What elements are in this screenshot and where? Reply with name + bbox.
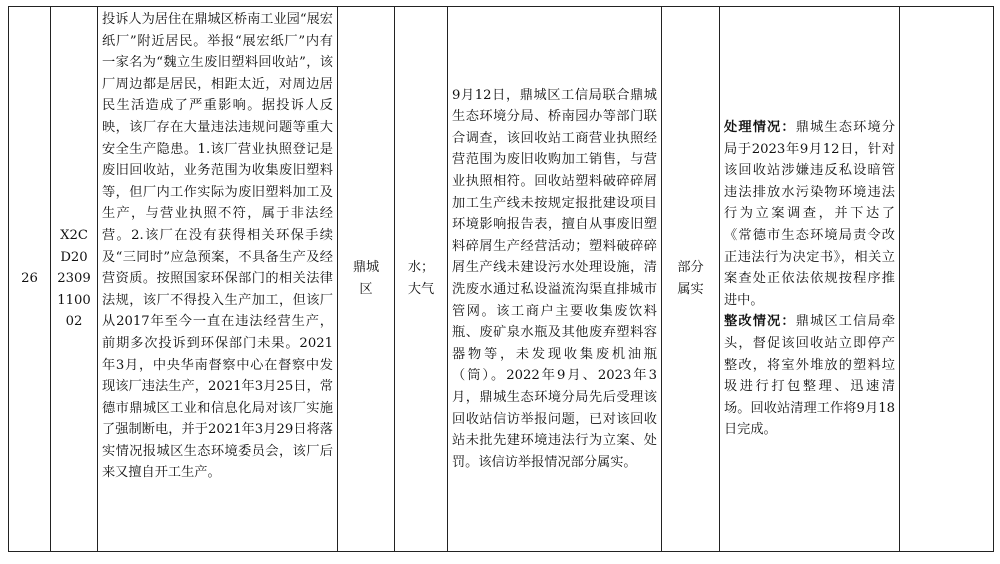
- rectify-paragraph: [724, 311, 895, 441]
- pollution-type-cell: [395, 7, 448, 552]
- handling-paragraph: [724, 117, 895, 311]
- verdict-line: 部分: [677, 260, 704, 276]
- investigation-cell: [448, 7, 662, 552]
- verdict-cell: [662, 7, 720, 552]
- investigation-result: 9月12日，鼎城区工信局联合鼎城生态环境分局、桥南园办等部门联合调查，该回收站工商营业执照经营范围为废旧收购加工销售，与营业执照相符。回收站塑料破碎碎屑加工生产线未按规定报批建设项目环境影响报告表，擅自从事废旧塑料碎屑生产经营活动；塑料破碎碎屑生产线未建设污水处理设施，清洗废水通过私设溢流沟渠直排城市管网。该工商户主要收集废饮料瓶、废矿泉水瓶及其他废弃塑料容器物等，未发现收集废机油瓶（筒）。2022年9月、2023年3月，鼎城生态环境分局先后受理该回收站信访举报问题，已对该回收站未批先建环境违法行为立案、处罚。该信访举报情况部分属实。: [452, 87, 657, 470]
- case-code-line: X2C: [60, 228, 88, 244]
- pollution-type-line: 水；: [407, 260, 435, 276]
- handling-cell: [720, 7, 900, 552]
- row-number-cell: [9, 7, 51, 552]
- pollution-type-line: 大气: [407, 282, 435, 297]
- remark-cell: [900, 7, 994, 552]
- handling-label: 处理情况：: [724, 120, 796, 136]
- complaint-table: [8, 6, 994, 552]
- table-row: [9, 7, 994, 552]
- complaint-content-cell: [98, 7, 338, 552]
- verdict-line: 属实: [677, 282, 704, 297]
- case-code-line: 02: [65, 314, 83, 330]
- rectify-text: 鼎城区工信局牵头，督促该回收站立即停产整改，将室外堆放的塑料垃圾进行打包整理、迅速清场。回收站清理工作将9月18日完成。: [724, 314, 896, 438]
- case-code-line: 2309: [57, 271, 91, 287]
- case-code-line: D20: [60, 249, 88, 265]
- row-number: 26: [21, 271, 38, 287]
- district: 鼎城区: [352, 260, 380, 297]
- handling-text: 鼎城生态环境分局于2023年9月12日，针对该回收站涉嫌违反私设暗管违法排放水污染物环境违法行为立案调查，并下达了《常德市生态环境局责令改正违法行为决定书》，相关立案查处正依法依规按程序推进中。: [724, 120, 896, 308]
- complaint-content: 投诉人为居住在鼎城区桥南工业园“展宏纸厂”附近居民。举报“展宏纸厂”内有一家名为“魏立生废旧塑料回收站”，该厂周边都是居民，相距太近，对周边居民生活造成了严重影响。据投诉人反映，该厂存在大量违法违规问题等重大安全生产隐患。1.该厂营业执照登记是废旧回收站，业务范围为收集废旧塑料等，但厂内工作实际为废旧塑料加工及生产，与营业执照不符，属于非法经营。2.该厂在没有获得相关环保手续及“三同时”应急预案，不具备生产及经营资质。按照国家环保部门的相关法律法规，该厂不得投入生产加工，但该厂从2017年至今一直在违法经营生产，前期多次投诉到环保部门未果。2021年3月，中央华南督察中心在督察中发现该厂违法生产，2021年3月25日，常德市鼎城区工业和信息化局对该厂实施了强制断电，并于2021年3月29日将落实情况报城区生态环境委员会，该厂后来又擅自开工生产。: [102, 12, 333, 481]
- case-code-cell: [51, 7, 98, 552]
- case-code-line: 1100: [57, 292, 91, 308]
- district-cell: [338, 7, 395, 552]
- rectify-label: 整改情况：: [724, 314, 796, 330]
